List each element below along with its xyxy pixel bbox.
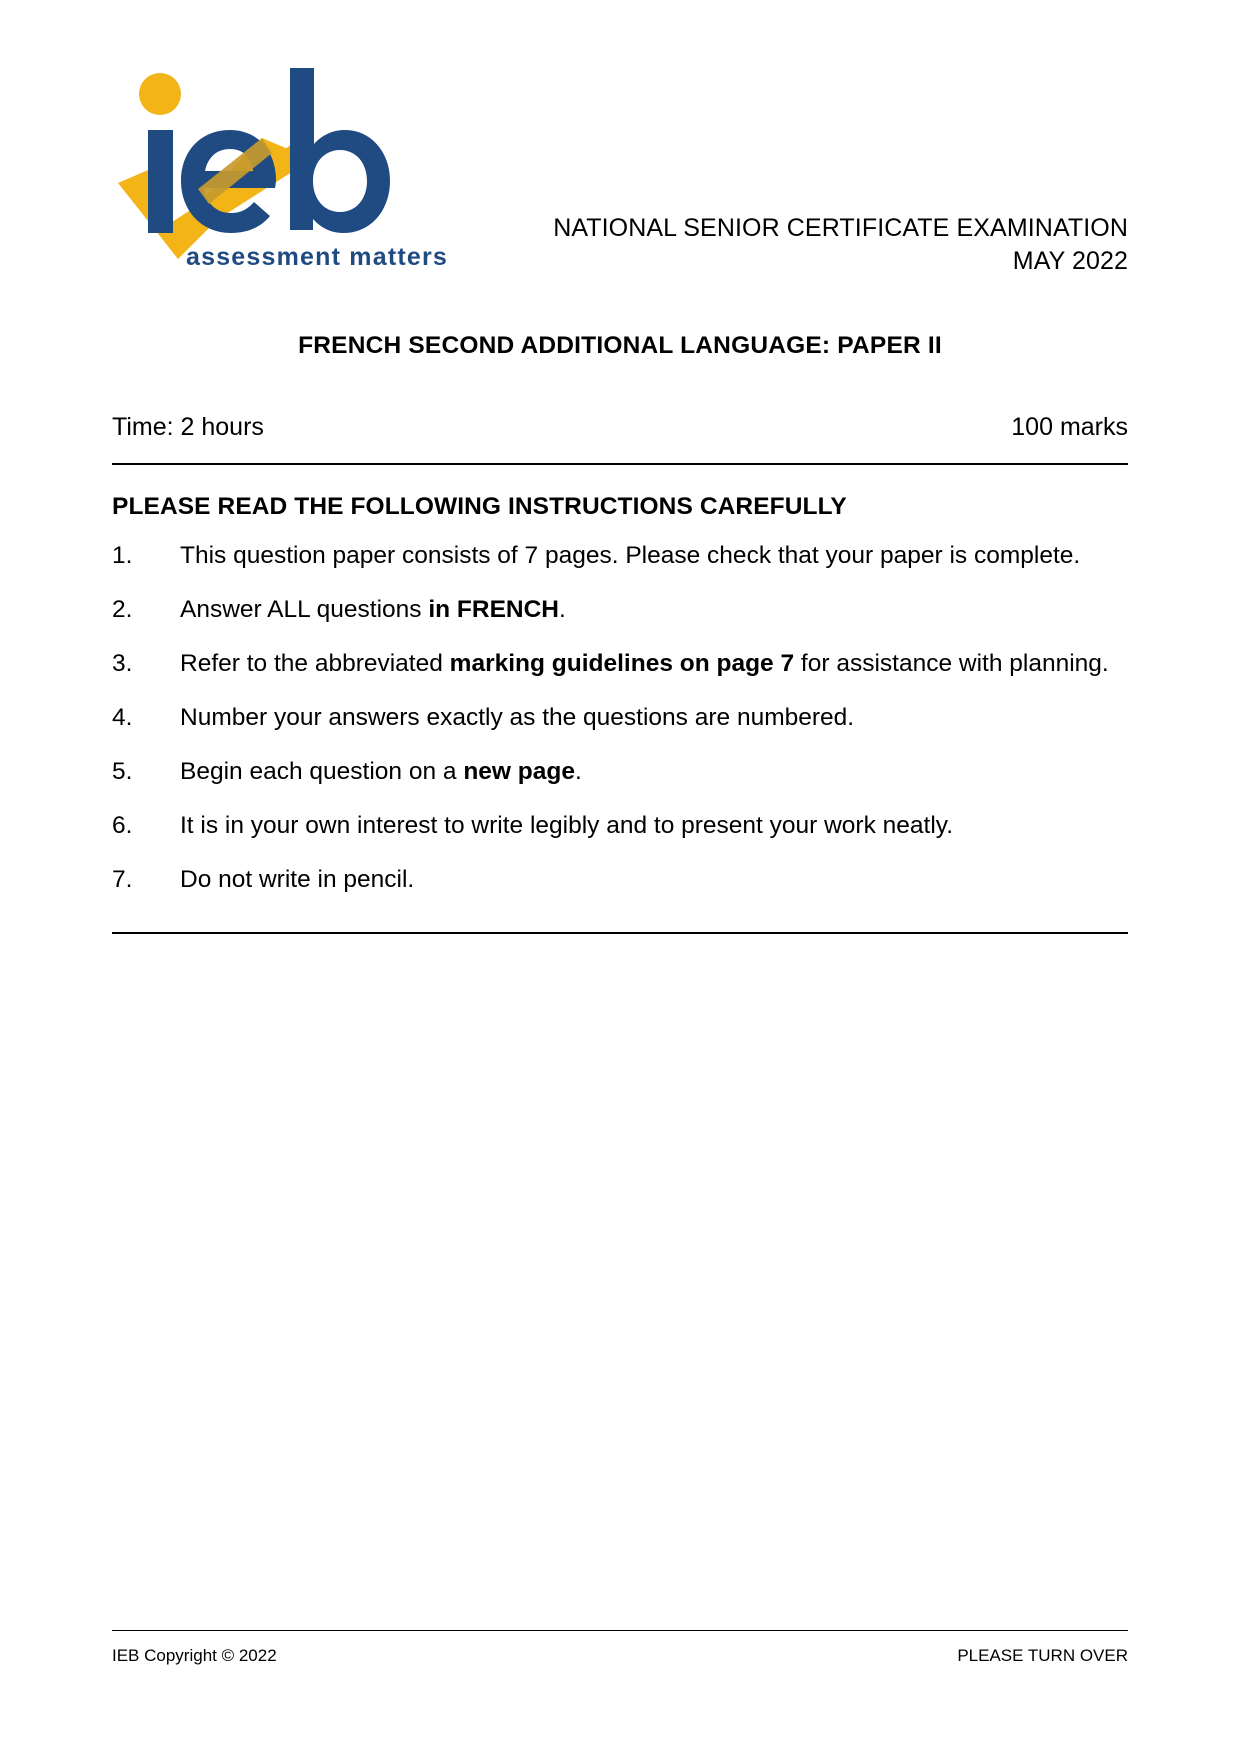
exam-time: Time: 2 hours [112, 413, 264, 441]
list-item-number: 7. [112, 866, 133, 893]
list-item-text: Number your answers exactly as the questions are numbered. [180, 704, 855, 731]
list-item-text: Begin each question on a new page. [180, 758, 582, 785]
instructions-heading: PLEASE READ THE FOLLOWING INSTRUCTIONS CAREFULLY [112, 493, 847, 520]
divider-bottom [112, 932, 1128, 934]
list-item-number: 1. [112, 542, 133, 569]
list-item-text: It is in your own interest to write legibly and to present your work neatly. [180, 812, 954, 839]
list-item-number: 3. [112, 650, 133, 677]
list-item-text: This question paper consists of 7 pages. Please check that your paper is complete. [180, 542, 1081, 569]
svg-text:assessment matters: assessment matters [186, 243, 449, 271]
divider-top [112, 463, 1128, 465]
page-footer [112, 1646, 1128, 1666]
ieb-logo [112, 52, 449, 274]
list-item [112, 756, 1128, 787]
exam-meta-row [112, 413, 1128, 442]
turn-over-notice: PLEASE TURN OVER [957, 1646, 1128, 1665]
list-item [112, 864, 1128, 895]
list-item-text: Do not write in pencil. [180, 866, 415, 893]
page-title: FRENCH SECOND ADDITIONAL LANGUAGE: PAPER II [298, 332, 942, 359]
list-item [112, 540, 1128, 571]
list-item [112, 810, 1128, 841]
instructions-list [112, 540, 1128, 918]
list-item-number: 6. [112, 812, 133, 839]
page-header [112, 52, 1128, 282]
list-item-text: Answer ALL questions in FRENCH. [180, 596, 566, 623]
exam-authority-block [553, 212, 1128, 278]
exam-authority-line: NATIONAL SENIOR CERTIFICATE EXAMINATION [553, 214, 1128, 242]
list-item-number: 2. [112, 596, 133, 623]
exam-date: MAY 2022 [1012, 247, 1128, 275]
list-item-text: Refer to the abbreviated marking guidelines on page 7 for assistance with planning. [180, 650, 1109, 677]
list-item-number: 4. [112, 704, 133, 731]
list-item [112, 594, 1128, 625]
copyright-notice: IEB Copyright © 2022 [112, 1646, 277, 1665]
list-item [112, 702, 1128, 733]
divider-footer [112, 1630, 1128, 1631]
list-item-number: 5. [112, 758, 133, 785]
exam-marks: 100 marks [1011, 413, 1128, 441]
list-item [112, 648, 1128, 679]
